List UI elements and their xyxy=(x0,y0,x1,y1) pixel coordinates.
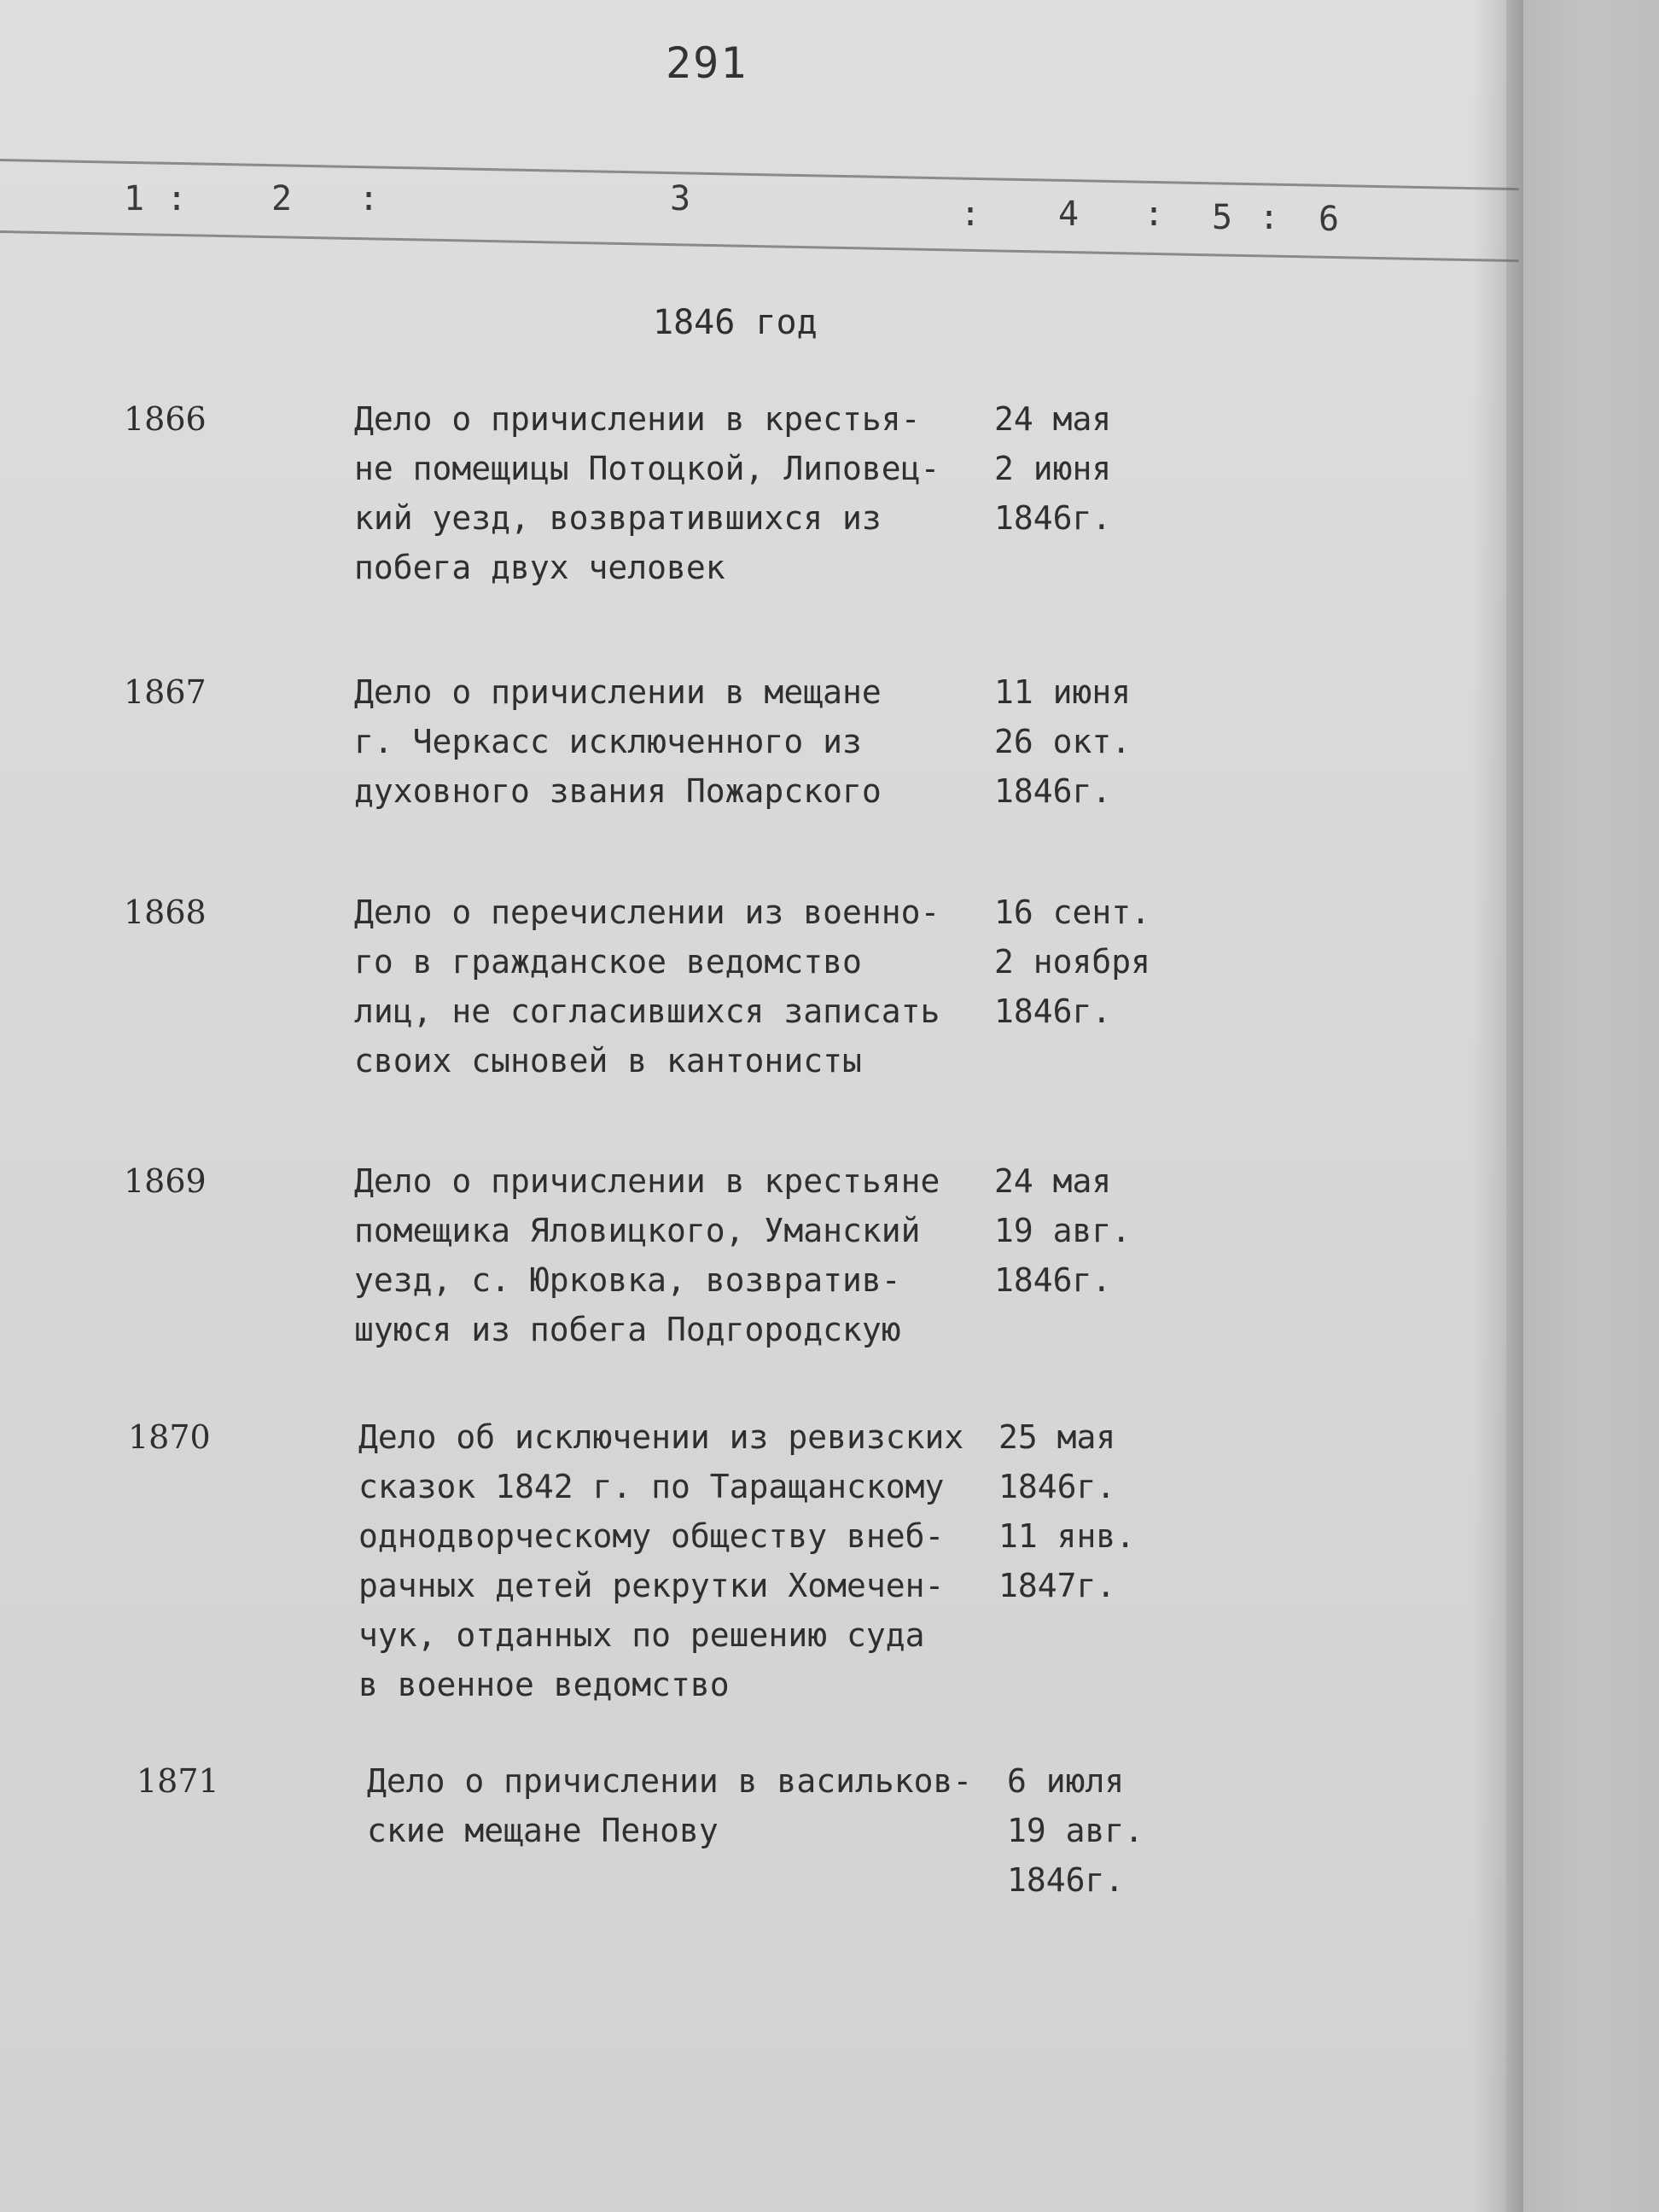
entry-description-line: не помещицы Потоцкой, Липовец- xyxy=(354,450,940,487)
entry-description-line: кий уезд, возвратившихся из xyxy=(354,499,882,537)
entry-dates xyxy=(994,888,1216,1036)
entry-description-line: Дело о причислении в крестьяне xyxy=(354,1162,940,1200)
entry-date-line: 11 июня xyxy=(994,673,1132,711)
entry-description xyxy=(354,667,1020,816)
entry-date-line: 25 мая xyxy=(998,1418,1116,1456)
entry-description xyxy=(354,1156,1020,1354)
entry-number: 1870 xyxy=(128,1418,211,1456)
column-separator: : xyxy=(960,195,981,234)
entry-date-line: 19 авг. xyxy=(1007,1812,1144,1849)
entry-description-line: Дело об исключении из ревизских xyxy=(358,1418,964,1456)
entry-description-line: го в гражданское ведомство xyxy=(354,943,862,981)
year-heading: 1846 год xyxy=(653,303,818,342)
entry-description-line: сказок 1842 г. по Таращанскому xyxy=(358,1468,945,1505)
entry-date-line: 2 июня xyxy=(994,450,1112,487)
entry-description-line: в военное ведомство xyxy=(358,1666,730,1703)
background-surface xyxy=(1523,0,1659,2212)
entry-description-line: Дело о причислении в крестья- xyxy=(354,400,921,438)
entry-date-line: 6 июля xyxy=(1007,1762,1125,1800)
entry-number: 1866 xyxy=(124,400,207,438)
page-number: 291 xyxy=(666,38,748,88)
entry-date-line: 2 ноября xyxy=(994,943,1151,981)
entry-description-line: ские мещане Пенову xyxy=(367,1812,719,1849)
entry-dates xyxy=(994,1156,1216,1305)
entry-description-line: уезд, с. Юрковка, возвратив- xyxy=(354,1261,901,1299)
entry-date-line: 1846г. xyxy=(998,1468,1116,1505)
entry-description-line: чук, отданных по решению суда xyxy=(358,1616,925,1654)
column-header-1: 1 xyxy=(124,179,145,218)
entry-description-line: г. Черкасс исключенного из xyxy=(354,723,862,760)
entry-description-line: рачных детей рекрутки Хомечен- xyxy=(358,1567,945,1604)
entry-number: 1868 xyxy=(124,894,207,931)
entry-description xyxy=(354,888,1020,1086)
column-separator: : xyxy=(1144,195,1165,234)
column-header-3: 3 xyxy=(670,179,691,218)
entry-date-line: 1846г. xyxy=(994,1261,1112,1299)
entry-description xyxy=(354,394,1020,592)
entry-date-line: 1846г. xyxy=(994,772,1112,810)
entry-date-line: 16 сент. xyxy=(994,894,1151,931)
column-separator: : xyxy=(1259,198,1280,237)
entry-description xyxy=(358,1412,1024,1709)
entry-number: 1871 xyxy=(137,1762,219,1800)
entry-date-line: 11 янв. xyxy=(998,1517,1136,1555)
entry-dates xyxy=(998,1412,1220,1610)
entry-date-line: 26 окт. xyxy=(994,723,1132,760)
column-separator: : xyxy=(358,179,380,218)
entry-description-line: своих сыновей в кантонисты xyxy=(354,1042,862,1080)
entry-date-line: 24 мая xyxy=(994,400,1112,438)
entry-description-line: лиц, не согласившихся записать xyxy=(354,992,940,1030)
entry-description-line: шуюся из побега Подгородскую xyxy=(354,1311,901,1348)
entry-description-line: духовного звания Пожарского xyxy=(354,772,882,810)
entry-date-line: 1846г. xyxy=(1007,1861,1125,1899)
entry-description xyxy=(367,1756,1033,1855)
entry-dates xyxy=(1007,1756,1229,1905)
entry-dates xyxy=(994,667,1216,816)
column-separator: : xyxy=(166,179,188,218)
column-header-2: 2 xyxy=(271,179,293,218)
entry-dates xyxy=(994,394,1216,543)
entry-description-line: Дело о причислении в мещане xyxy=(354,673,882,711)
entry-description-line: Дело о перечислении из военно- xyxy=(354,894,940,931)
entry-date-line: 24 мая xyxy=(994,1162,1112,1200)
column-header-6: 6 xyxy=(1318,200,1340,239)
entry-date-line: 1846г. xyxy=(994,992,1112,1030)
entry-description-line: Дело о причислении в васильков- xyxy=(367,1762,973,1800)
entry-date-line: 19 авг. xyxy=(994,1212,1132,1249)
entry-number: 1867 xyxy=(124,673,207,711)
entry-description-line: помещика Яловицкого, Уманский xyxy=(354,1212,921,1249)
entry-description-line: побега двух человек xyxy=(354,549,725,586)
column-header-4: 4 xyxy=(1058,195,1080,234)
column-header-5: 5 xyxy=(1212,198,1233,237)
entry-description-line: однодворческому обществу внеб- xyxy=(358,1517,945,1555)
entry-number: 1869 xyxy=(124,1162,207,1200)
sheet-edge-shadow xyxy=(1472,0,1523,2212)
entry-date-line: 1847г. xyxy=(998,1567,1116,1604)
entry-date-line: 1846г. xyxy=(994,499,1112,537)
